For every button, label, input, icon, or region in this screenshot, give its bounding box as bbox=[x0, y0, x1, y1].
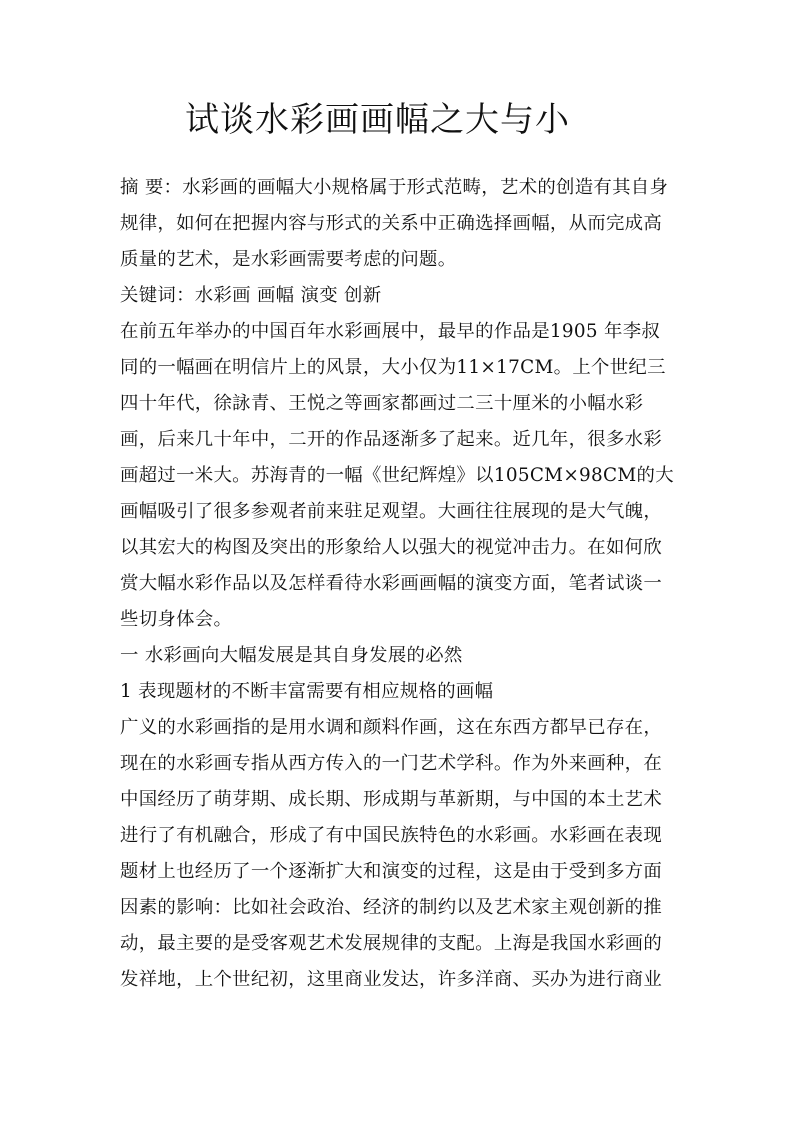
text-line: 四十年代，徐詠青、王悦之等画家都画过二三十厘米的小幅水彩 bbox=[120, 393, 644, 414]
text-line: 以其宏大的构图及突出的形象给人以强大的视觉冲击力。在如何欣 bbox=[120, 537, 663, 558]
text-line: 规律，如何在把握内容与形式的关系中正确选择画幅，从而完成高 bbox=[120, 213, 663, 234]
text-line: 在前五年举办的中国百年水彩画展中，最早的作品是1905 年李叔 bbox=[120, 321, 661, 342]
text-line: 因素的影响：比如社会政治、经济的制约以及艺术家主观创新的推 bbox=[120, 897, 663, 918]
text-line: 赏大幅水彩作品以及怎样看待水彩画画幅的演变方面，笔者试谈一 bbox=[120, 573, 663, 594]
text-line: 质量的艺术，是水彩画需要考虑的问题。 bbox=[120, 249, 457, 270]
text-line: 画超过一米大。苏海青的一幅《世纪辉煌》以105CM×98CM的大 bbox=[120, 465, 674, 486]
text-line: 些切身体会。 bbox=[120, 609, 233, 630]
text-line: 动，最主要的是受客观艺术发展规律的支配。上海是我国水彩画的 bbox=[120, 933, 663, 954]
text-line: 摘 要：水彩画的画幅大小规格属于形式范畴，艺术的创造有其自身 bbox=[120, 177, 669, 198]
document-title: 试谈水彩画画幅之大与小 bbox=[185, 100, 570, 140]
text-line: 发祥地，上个世纪初，这里商业发达，许多洋商、买办为进行商业 bbox=[120, 969, 663, 990]
text-line: 广义的水彩画指的是用水调和颜料作画，这在东西方都早已存在， bbox=[120, 717, 663, 738]
text-line: 画，后来几十年中，二开的作品逐渐多了起来。近几年，很多水彩 bbox=[120, 429, 663, 450]
text-line: 画幅吸引了很多参观者前来驻足观望。大画往往展现的是大气魄， bbox=[120, 501, 663, 522]
text-line: 题材上也经历了一个逐渐扩大和演变的过程，这是由于受到多方面 bbox=[120, 861, 663, 882]
text-line: 现在的水彩画专指从西方传入的一门艺术学科。作为外来画种，在 bbox=[120, 753, 663, 774]
text-line: 进行了有机融合，形成了有中国民族特色的水彩画。水彩画在表现 bbox=[120, 825, 663, 846]
section-heading: 一 水彩画向大幅发展是其自身发展的必然 bbox=[120, 645, 463, 666]
text-line: 同的一幅画在明信片上的风景，大小仅为11×17CM。上个世纪三 bbox=[120, 357, 666, 378]
text-line: 中国经历了萌芽期、成长期、形成期与革新期，与中国的本土艺术 bbox=[120, 789, 663, 810]
subsection-heading: 1 表现题材的不断丰富需要有相应规格的画幅 bbox=[120, 681, 494, 702]
text-line: 关键词：水彩画 画幅 演变 创新 bbox=[120, 285, 382, 306]
